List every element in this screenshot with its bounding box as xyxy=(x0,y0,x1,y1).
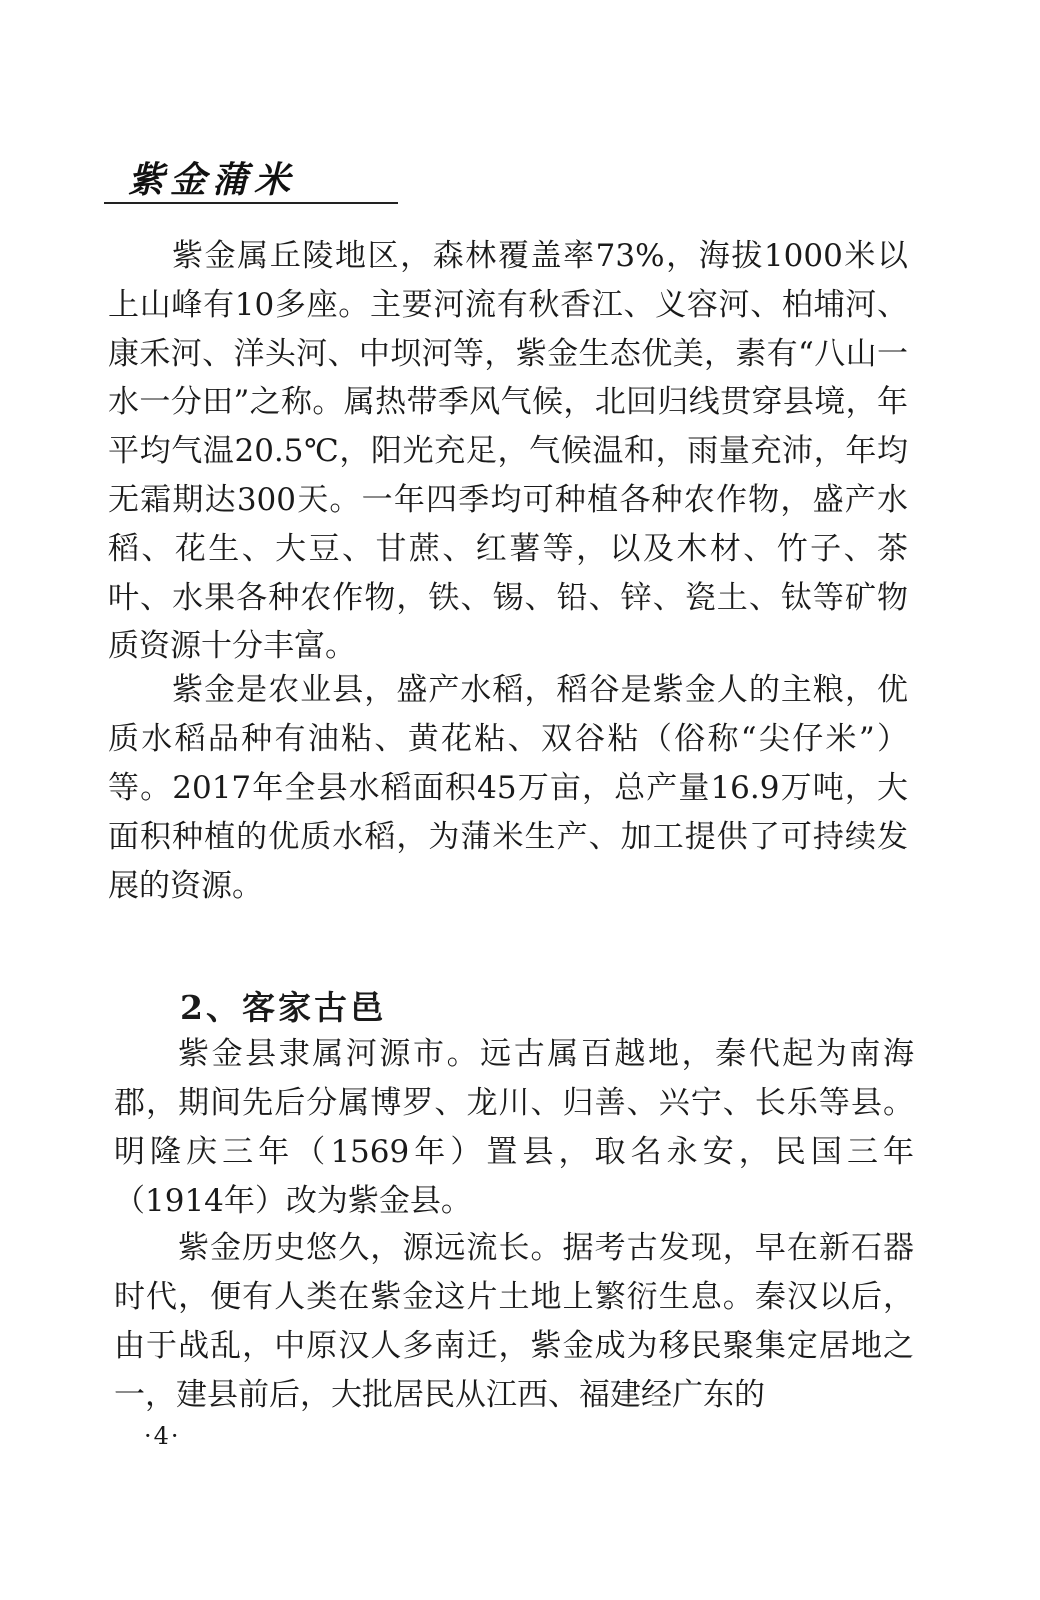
section-heading: 2、客家古邑 xyxy=(180,988,386,1027)
body-paragraph: 紫金历史悠久，源远流长。据考古发现，早在新石器时代，便有人类在紫金这片土地上繁衍生息。秦汉以后，由于战乱，中原汉人多南迁，紫金成为移民聚集定居地之一，建县前后，大批居民从江西、福建经广东的 xyxy=(114,1230,914,1413)
header-rule xyxy=(104,202,398,204)
page-number: ·4· xyxy=(144,1422,181,1450)
running-header-title: 紫金蒲米 xyxy=(128,159,297,201)
body-paragraph: 紫金是农业县，盛产水稻，稻谷是紫金人的主粮，优质水稻品种有油粘、黄花粘、双谷粘（俗称“尖仔米”）等。2017年全县水稻面积45万亩，总产量16.9万吨，大面积种植的优质水稻，为蒲米生产、加工提供了可持续发展的资源。 xyxy=(108,672,908,904)
body-paragraph: 紫金县隶属河源市。远古属百越地，秦代起为南海郡，期间先后分属博罗、龙川、归善、兴宁、长乐等县。明隆庆三年（1569年）置县，取名永安，民国三年（1914年）改为紫金县。 xyxy=(114,1036,914,1219)
body-paragraph: 紫金属丘陵地区，森林覆盖率73%，海拔1000米以上山峰有10多座。主要河流有秋香江、义容河、柏埔河、康禾河、洋头河、中坝河等，紫金生态优美，素有“八山一水一分田”之称。属热带季风气候，北回归线贯穿县境，年平均气温20.5℃，阳光充足，气候温和，雨量充沛，年均无霜期达300天。一年四季均可种植各种农作物，盛产水稻、花生、大豆、甘蔗、红薯等，以及木材、竹子、茶叶、水果各种农作物，铁、锡、铅、锌、瓷土、钛等矿物质资源十分丰富。 xyxy=(108,238,908,665)
